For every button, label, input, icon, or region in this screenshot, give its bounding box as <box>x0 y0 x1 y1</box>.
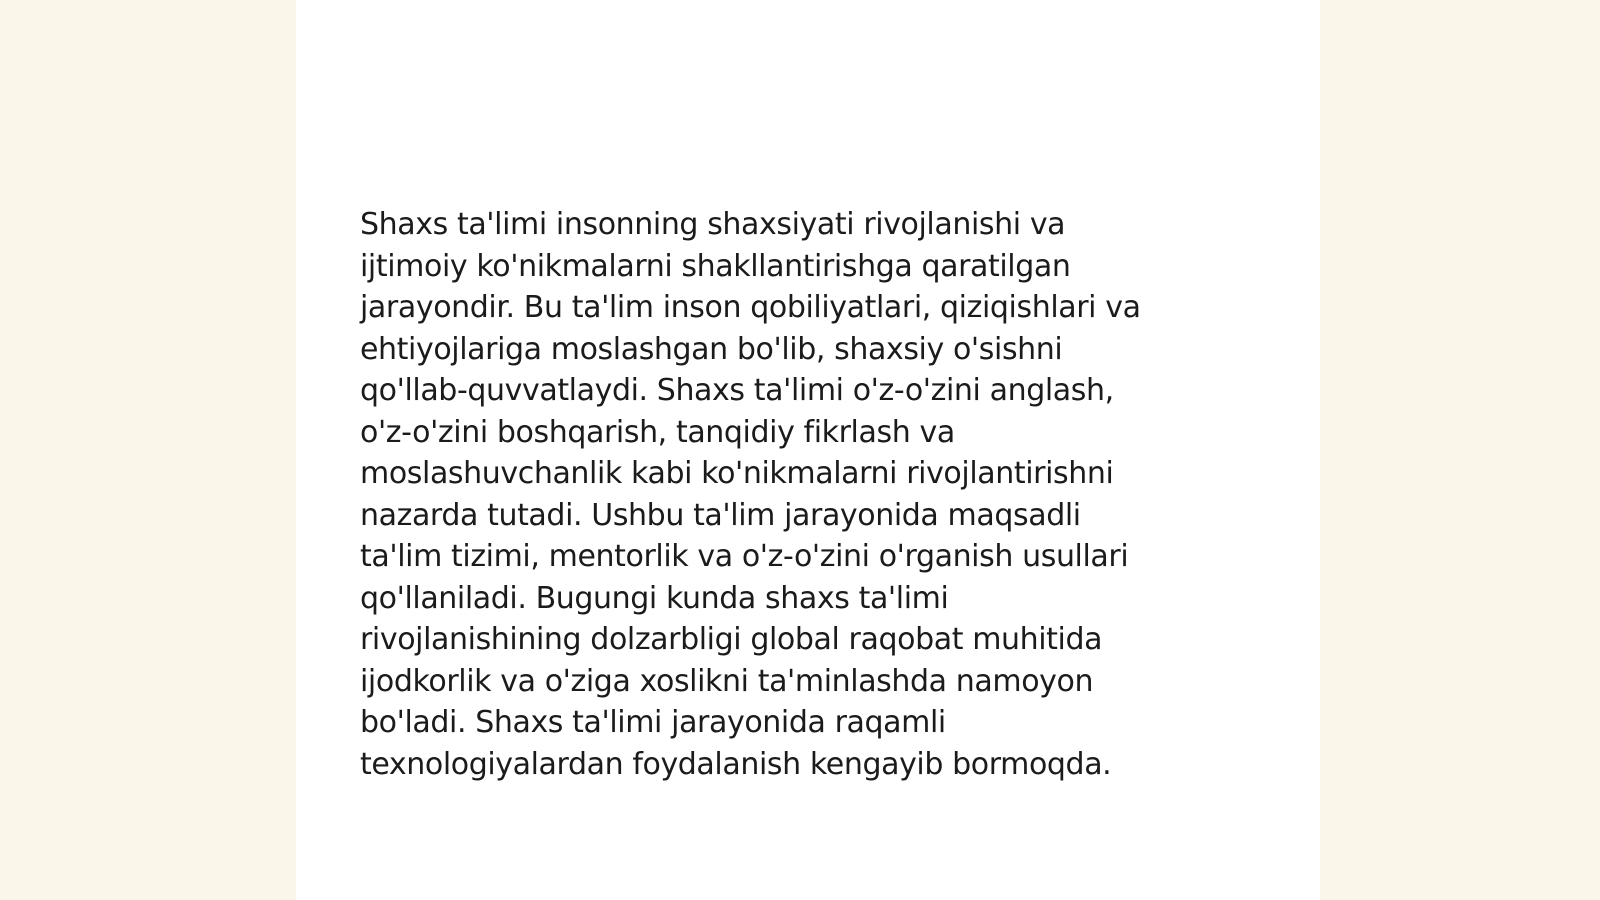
paragraph-line: rivojlanishining dolzarbligi global raqobat muhitida <box>360 622 1103 657</box>
paragraph-line: moslashuvchanlik kabi ko'nikmalarni rivojlantirishni <box>360 456 1114 491</box>
paragraph-line: jarayondir. Bu ta'lim inson qobiliyatlari, qiziqishlari va <box>360 290 1141 325</box>
paragraph-line: texnologiyalardan foydalanish kengayib bormoqda. <box>360 746 1112 782</box>
paragraph-line: ta'lim tizimi, mentorlik va o'z-o'zini o'rganish usullari <box>360 539 1129 574</box>
paragraph-line: qo'llaniladi. Bugungi kunda shaxs ta'limi <box>360 580 949 616</box>
paragraph-line: nazarda tutadi. Ushbu ta'lim jarayonida maqsadli <box>360 497 1081 533</box>
paragraph-line: ehtiyojlariga moslashgan bo'lib, shaxsiy o'sishni <box>360 331 1063 367</box>
paragraph-line: ijodkorlik va o'ziga xoslikni ta'minlashda namoyon <box>360 663 1094 699</box>
body-paragraph <box>360 204 1240 785</box>
paragraph-line: Shaxs ta'limi insonning shaxsiyati rivojlanishi va <box>360 207 1066 242</box>
paragraph-line: o'z-o'zini boshqarish, tanqidiy fikrlash va <box>360 414 955 450</box>
document-page <box>296 0 1320 900</box>
paragraph-line: bo'ladi. Shaxs ta'limi jarayonida raqamli <box>360 705 946 740</box>
paragraph-line: qo'llab-quvvatlaydi. Shaxs ta'limi o'z-o'zini anglash, <box>360 373 1114 408</box>
paragraph-line: ijtimoiy ko'nikmalarni shakllantirishga qaratilgan <box>360 248 1071 284</box>
